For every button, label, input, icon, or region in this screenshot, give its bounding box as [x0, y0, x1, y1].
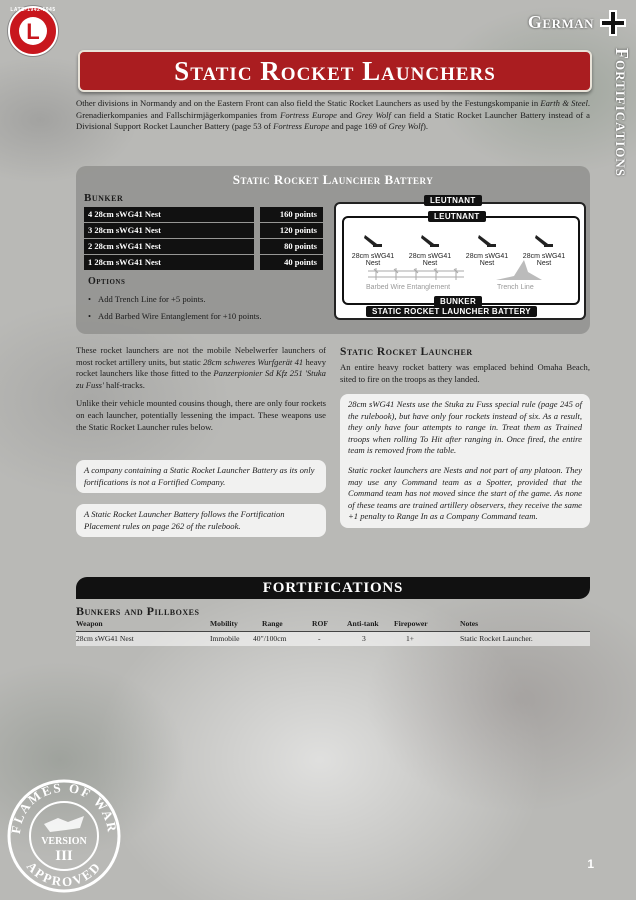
col-header: Mobility: [210, 619, 238, 628]
intro-text: can field a Static Rocket Launcher Battery instead of a Divisional Support Rocket Launcher Battery (page 53 of: [76, 109, 590, 132]
seal-bottom-text: APPROVED: [23, 858, 105, 890]
intro-text: and page 169 of: [329, 121, 389, 132]
intro-paragraph: [76, 98, 590, 133]
intro-text: ).: [422, 121, 428, 132]
option-item: [88, 294, 206, 304]
page-title: Static Rocket Launchers: [174, 56, 496, 86]
rule-paragraph-2: Static rocket launchers are Nests and not part of any platoon. They may use any Command team as a Spotter, provided that the Command team has not moved since the start of the game. As none of these teams are trained artillery observers, they receive the same +1 penalty to Range In as a Company Command team.: [348, 464, 582, 522]
left-column: [76, 345, 326, 440]
vehicle-name: Panzerpionier Sd Kfz 251 'Stuka zu Fuss': [76, 368, 326, 390]
rocket-launcher-icon: [362, 232, 384, 250]
left-paragraph-1: [76, 345, 326, 391]
diagram-nest: [348, 232, 398, 267]
table-cell: 1+: [406, 634, 415, 643]
section-label: Fortifications: [612, 48, 632, 178]
nest-points: 120 points: [260, 223, 323, 238]
body-text: half-tracks.: [103, 379, 145, 390]
col-header: Notes: [460, 619, 479, 628]
rule-heading: Static Rocket Launcher: [340, 346, 473, 358]
diagram-nest-label: 28cm sWG41 Nest: [522, 253, 566, 267]
rocket-launcher-icon: [476, 232, 498, 250]
diagram-nest-label: 28cm sWG41 Nest: [465, 253, 509, 267]
col-header: Range: [262, 619, 283, 628]
option-item: [88, 311, 262, 321]
intro-book-ref: Fortress Europe: [280, 109, 337, 120]
trench-label: Trench Line: [497, 284, 534, 291]
weapon-name: 28cm schweres Wurfgerät 41: [203, 356, 304, 367]
note-box-1: A company containing a Static Rocket Launcher Battery as its only fortifications is not a Fortified Company.: [76, 460, 326, 493]
rule-box: [340, 394, 590, 528]
table-row: [76, 632, 590, 646]
logo-letter: L: [26, 19, 40, 44]
seal-numeral: III: [55, 848, 73, 864]
intro-text: Other divisions in Normandy and on the Eastern Front can also field the Static Rocket Launchers as used by the Festungskompanie in: [76, 98, 541, 108]
intro-book-ref: Grey Wolf: [355, 109, 391, 120]
table-header: [76, 619, 590, 632]
col-header: Firepower: [394, 619, 428, 628]
diagram-inner-label: LEUTNANT: [428, 211, 486, 222]
left-paragraph-2: Unlike their vehicle mounted cousins though, there are only four rockets on each launcher, potentially lessening the impact. These weapons use the Static Rocket Launcher rules below.: [76, 398, 326, 432]
diagram-inner-frame: [342, 212, 580, 306]
note-box-2: A Static Rocket Launcher Battery follows the Fortification Placement rules on page 262 of the rulebook.: [76, 504, 326, 537]
bullet-icon: •: [88, 294, 92, 304]
option-text: Add Barbed Wire Entanglement for +10 points.: [98, 311, 262, 321]
wire-label: Barbed Wire Entanglement: [366, 284, 451, 291]
seal-top-text: FLAMES OF WAR: [7, 779, 121, 835]
barbed-wire-icon: [366, 266, 466, 282]
options-heading: Options: [88, 276, 126, 287]
table-cell: Immobile: [210, 634, 240, 643]
intro-text: and: [336, 109, 356, 120]
table-cell: -: [318, 634, 321, 643]
diagram-nest-label: 28cm sWG41 Nest: [351, 253, 395, 267]
trench-line-icon: [494, 258, 544, 282]
nest-points: 40 points: [260, 255, 323, 270]
table-cell: Static Rocket Launcher.: [460, 634, 533, 643]
battery-title: Static Rocket Launcher Battery: [232, 172, 434, 187]
seal-version: VERSION: [41, 836, 87, 847]
right-column: [340, 346, 590, 385]
nest-points: 80 points: [260, 239, 323, 254]
diagram-nest-label: 28cm sWG41 Nest: [408, 253, 452, 267]
nest-points: 160 points: [260, 207, 323, 222]
body-text: heavy rocket launchers like those fitted to the: [76, 356, 326, 379]
table-cell: 40"/100cm: [253, 634, 287, 643]
logo-ring-text: LATE-1942-1945: [10, 7, 56, 13]
body-text: These rocket launchers are not the mobile Nebelwerfer launchers of most rocket artillery units, but static: [76, 345, 326, 367]
table-cell: 28cm sWG41 Nest: [76, 634, 134, 643]
table-cell: 3: [362, 634, 366, 643]
diagram-bunker-label: BUNKER: [434, 296, 482, 307]
diagram-top-label: LEUTNANT: [424, 195, 482, 206]
bullet-icon: •: [88, 311, 92, 321]
nest-points-table: [84, 207, 327, 271]
intro-book-ref: Grey Wolf: [388, 121, 423, 132]
fortifications-table: [76, 619, 590, 646]
approved-seal: [6, 778, 122, 894]
nest-name: 2 28cm sWG41 Nest: [84, 239, 254, 254]
balkenkreuz-icon: [600, 10, 626, 36]
nest-row: [84, 239, 327, 254]
intro-text: . Grenadierkompanies and Fallschirmjägerkompanies from: [76, 98, 590, 120]
rocket-launcher-icon: [419, 232, 441, 250]
battery-box: [76, 166, 590, 334]
nest-name: 3 28cm sWG41 Nest: [84, 223, 254, 238]
col-header: Weapon: [76, 619, 103, 628]
option-text: Add Trench Line for +5 points.: [98, 294, 206, 304]
late-war-logo: [8, 6, 58, 56]
nest-name: 4 28cm sWG41 Nest: [84, 207, 254, 222]
army-label: German: [527, 12, 594, 32]
diagram-nest: [405, 232, 455, 267]
rule-paragraph-1: 28cm sWG41 Nests use the Stuka zu Fuss special rule (page 245 of the rulebook), but have only four rockets instead of six. As a result, they only have four attempts to range in. Treat them as Trained troops when rolling To Hit after ranging in. Once fired, the entire team is removed from the table.: [348, 399, 582, 456]
rocket-launcher-icon: [533, 232, 555, 250]
fortifications-banner: [76, 577, 590, 599]
nest-name: 1 28cm sWG41 Nest: [84, 255, 254, 270]
bunkers-subheading: Bunkers and Pillboxes: [76, 604, 200, 618]
page-number: 1: [587, 857, 594, 871]
diagram-bottom-label: STATIC ROCKET LAUNCHER BATTERY: [366, 306, 537, 317]
col-header: Anti-tank: [347, 619, 379, 628]
bunker-heading: Bunker: [84, 192, 124, 204]
col-header: ROF: [312, 619, 329, 628]
nest-row: [84, 207, 327, 222]
nest-row: [84, 223, 327, 238]
rule-lead: An entire heavy rocket battery was emplaced behind Omaha Beach, sited to fire on the troops as they landed.: [340, 362, 590, 384]
fortifications-heading: FORTIFICATIONS: [262, 580, 404, 596]
intro-book-ref: Earth & Steel: [540, 98, 588, 108]
organisation-diagram: [334, 196, 586, 320]
intro-book-ref: Fortress Europe: [273, 121, 330, 132]
nest-row: [84, 255, 327, 270]
title-banner: [78, 50, 592, 92]
